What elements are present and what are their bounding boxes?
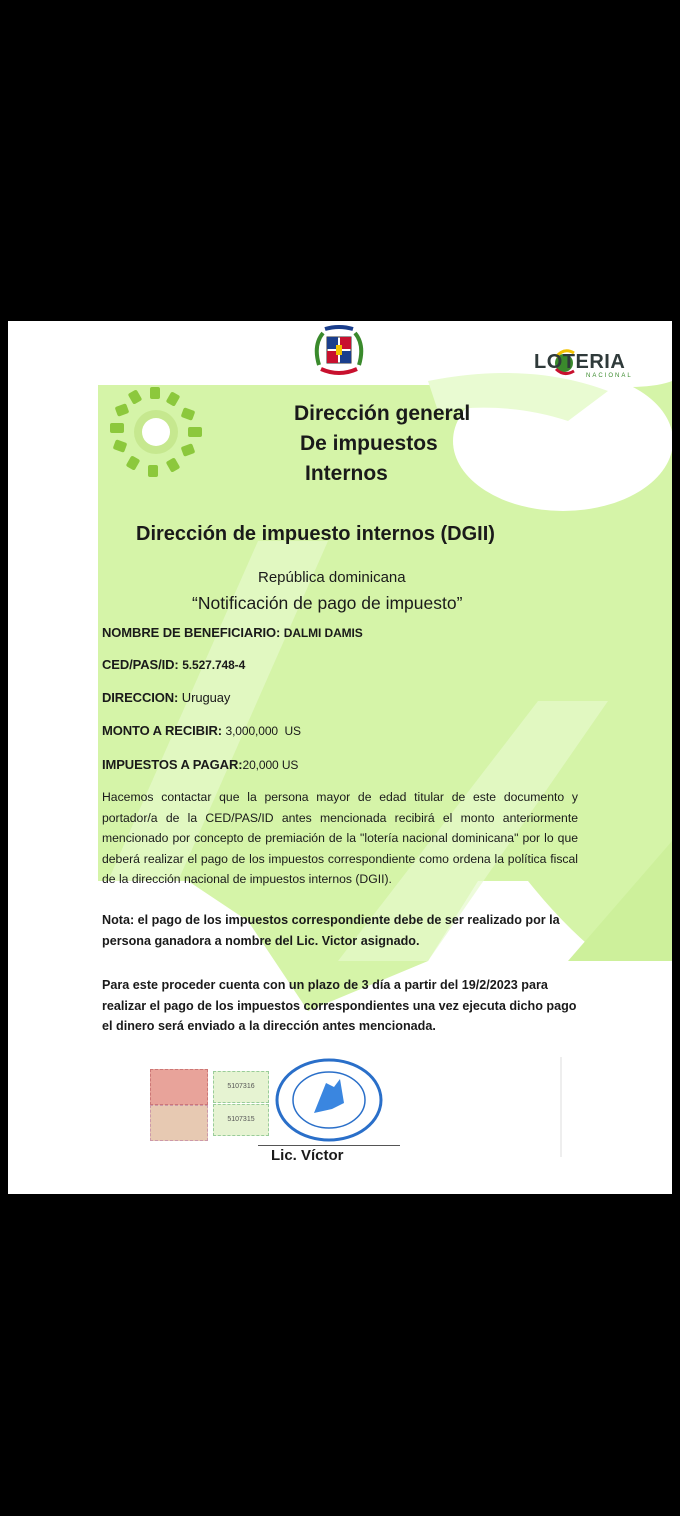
signature-line (258, 1145, 400, 1146)
address-field (102, 690, 230, 705)
tax-notice-document (8, 321, 672, 1194)
tax-value: 20,000 US (242, 758, 299, 772)
dgii-sun-logo-icon (106, 385, 206, 481)
scan-edge-divider (560, 1057, 562, 1157)
revenue-stamp-tan (150, 1105, 208, 1141)
notice-subject: “Notificación de pago de impuesto” (192, 593, 463, 613)
tax-field (102, 757, 298, 772)
revenue-stamp-red (150, 1069, 208, 1105)
id-value: 5.527.748-4 (182, 658, 246, 672)
coat-of-arms-icon (311, 325, 367, 379)
amount-label: MONTO A RECIBIR: (102, 723, 222, 738)
agency-name-line1: Dirección general (294, 402, 471, 425)
amount-value: 3,000,000 US (225, 724, 301, 738)
signatory-name: Lic. Víctor (271, 1147, 344, 1164)
deadline-paragraph: Para este proceder cuenta con un plazo de 3 día a partir del 19/2/2023 para realizar el pago de los impuestos correspondientes una vez ejecuta dicho pago el dinero será enviado a la dirección antes mencionada. (102, 978, 577, 1033)
agency-name-line2: De impuestos (300, 432, 438, 455)
id-label: CED/PAS/ID: (102, 657, 179, 672)
revenue-stamp-green-1: 5107316 (213, 1071, 269, 1103)
loteria-logo-sub: NACIONAL (586, 373, 633, 379)
tax-label: IMPUESTOS A PAGAR: (102, 757, 243, 772)
beneficiary-value: DALMI DAMIS (283, 626, 363, 640)
amount-field (102, 723, 301, 738)
agency-name-line3: Internos (305, 462, 388, 485)
beneficiary-field (102, 625, 363, 640)
loteria-logo-text: LOTERIA (534, 351, 626, 373)
document-title: Dirección de impuesto internos (DGII) (136, 523, 495, 545)
id-field (102, 657, 245, 672)
loteria-nacional-logo (534, 345, 644, 385)
country-line: República dominicana (258, 569, 406, 586)
note-paragraph: Nota: el pago de los impuestos correspondiente debe de ser realizado por la persona ganadora a nombre del Lic. Victor asignado. (102, 913, 560, 948)
address-label: DIRECCION: (102, 690, 179, 705)
official-seal-icon (274, 1057, 384, 1143)
address-value: Uruguay (181, 690, 231, 705)
revenue-stamp-green-2: 5107315 (213, 1104, 269, 1136)
beneficiary-label: NOMBRE DE BENEFICIARIO: (102, 625, 281, 640)
body-paragraph: Hacemos contactar que la persona mayor de edad titular de este documento y portador/a de la CED/PAS/ID antes mencionada recibirá el monto anteriormente mencionado por concepto de premiación de la "lotería nacional dominicana" por lo que deberá realizar el pago de los impuestos correspondiente como ordena la política fiscal de la dirección nacional de impuestos internos (DGII). (102, 790, 578, 886)
